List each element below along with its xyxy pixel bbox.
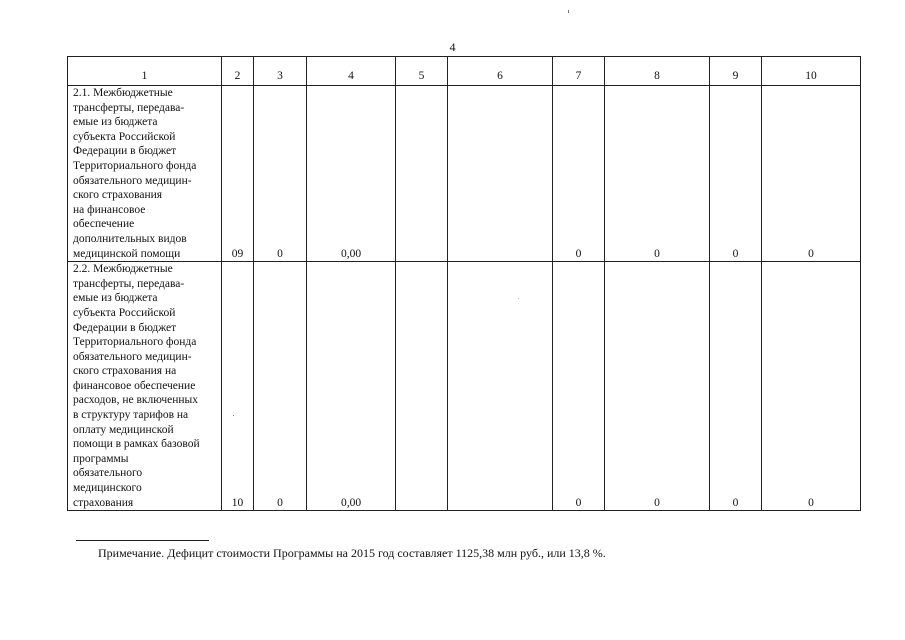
description-line: 2.2. Межбюджетные [73, 263, 173, 276]
table-cell: 0 [553, 86, 605, 262]
column-header: 5 [396, 57, 448, 86]
page-number: 4 [449, 40, 456, 54]
table-cell: 09 [222, 86, 254, 262]
description-line: трансферты, передава- [73, 101, 185, 114]
table-cell [396, 262, 448, 511]
footnote-note: Примечание. Дефицит стоимости Программы на 2015 год составляет 1125,38 млн руб., или 13,8 %. [98, 546, 606, 560]
column-header: 7 [553, 57, 605, 86]
table-cell: 0 [254, 86, 307, 262]
description-line: помощи в рамках базовой [73, 438, 200, 451]
row-description [68, 86, 222, 262]
table-cell: 0 [710, 86, 762, 262]
table-row [68, 262, 861, 511]
budget-table [67, 56, 861, 511]
table-cell: 10 [222, 262, 254, 511]
description-line: страхования [73, 496, 134, 509]
description-line: субъекта Российской [73, 130, 176, 143]
description-line: обязательного медицин- [73, 174, 192, 187]
column-header: 4 [307, 57, 396, 86]
column-header: 10 [762, 57, 861, 86]
table-cell: 0 [605, 86, 710, 262]
table-cell [396, 86, 448, 262]
description-line: дополнительных видов [73, 232, 187, 245]
description-line: Территориального фонда [73, 159, 197, 172]
row-description [68, 262, 222, 511]
scan-speck [518, 298, 519, 299]
table-cell [448, 86, 553, 262]
header-row [68, 57, 861, 86]
description-line: обеспечение [73, 218, 135, 231]
scan-speck [568, 10, 569, 13]
description-line: Территориального фонда [73, 336, 197, 349]
table-cell: 0 [762, 86, 861, 262]
column-header: 8 [605, 57, 710, 86]
description-line: Федерации в бюджет [73, 145, 177, 158]
table-row [68, 86, 861, 262]
column-header: 1 [68, 57, 222, 86]
description-line: оплату медицинской [73, 423, 174, 436]
footnote-divider [76, 540, 209, 541]
description-line: емые из бюджета [73, 292, 158, 305]
description-line: емые из бюджета [73, 116, 158, 129]
table-body [68, 57, 861, 511]
description-line: медицинской помощи [73, 247, 181, 260]
column-header: 6 [448, 57, 553, 86]
description-line: 2.1. Межбюджетные [73, 87, 173, 99]
scan-speck [233, 415, 234, 416]
description-line: на финансовое [73, 203, 146, 216]
table-cell: 0 [710, 262, 762, 511]
column-header: 2 [222, 57, 254, 86]
table-cell: 0 [605, 262, 710, 511]
description-line: трансферты, передава- [73, 277, 185, 290]
description-line: субъекта Российской [73, 306, 176, 319]
table-cell: 0 [254, 262, 307, 511]
description-line: обязательного [73, 467, 143, 480]
table-cell: 0 [553, 262, 605, 511]
description-line: ского страхования [73, 189, 163, 202]
table-cell: 0,00 [307, 86, 396, 262]
description-line: программы [73, 452, 129, 465]
description-line: расходов, не включенных [73, 394, 199, 407]
description-line: в структуру тарифов на [73, 409, 189, 422]
description-line: обязательного медицин- [73, 350, 192, 363]
description-line: Федерации в бюджет [73, 321, 177, 334]
table-cell: 0,00 [307, 262, 396, 511]
table-cell: 0 [762, 262, 861, 511]
description-line: финансовое обеспечение [73, 379, 196, 392]
table-cell [448, 262, 553, 511]
description-line: медицинского [73, 482, 142, 495]
column-header: 3 [254, 57, 307, 86]
column-header: 9 [710, 57, 762, 86]
description-line: ского страхования на [73, 365, 177, 378]
